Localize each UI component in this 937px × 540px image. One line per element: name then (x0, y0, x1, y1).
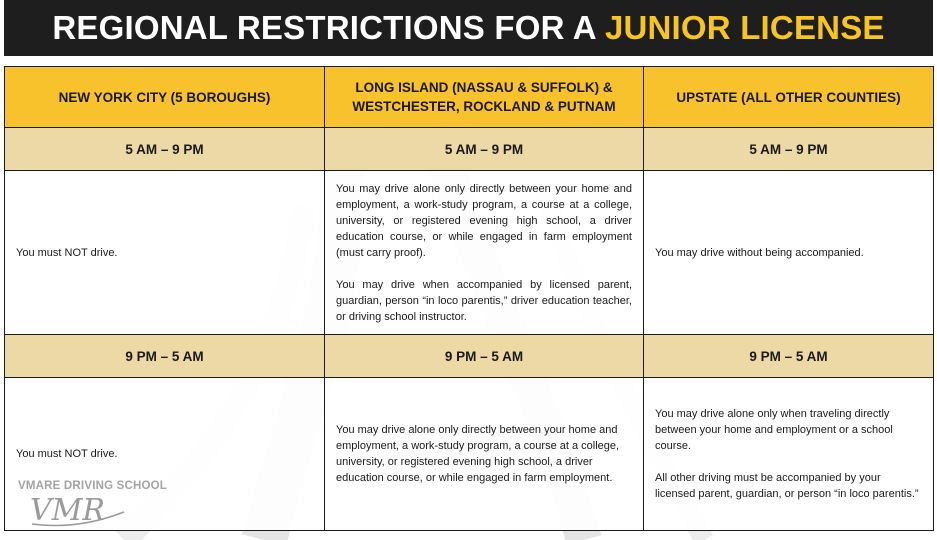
col-header-nyc: NEW YORK CITY (5 BOROUGHS) (5, 67, 325, 128)
logo-mark-text: VMR (30, 494, 105, 528)
night-rule-long-island: You may drive alone only directly between your home and employment, a work-study program, a course at a college, university, or registered evening high school, a driver education course, or while engaged in farm employment. (325, 378, 644, 531)
night-rule-nyc: You must NOT drive. (5, 378, 325, 531)
page-title (52, 9, 884, 47)
title-banner (4, 0, 933, 56)
title-yellow-text: JUNIOR LICENSE (604, 9, 885, 46)
day-rule-nyc: You must NOT drive. (5, 171, 325, 335)
title-white-text: REGIONAL RESTRICTIONS FOR A (52, 9, 596, 46)
night-rule-upstate (644, 378, 934, 531)
day-time-long-island: 5 AM – 9 PM (325, 128, 644, 171)
night-time-upstate: 9 PM – 5 AM (644, 335, 934, 378)
night-rule-upstate-para-2: All other driving must be accompanied by your licensed parent, guardian, or person “in loco parentis.” (655, 472, 919, 500)
school-logo-mark (28, 494, 128, 528)
night-time-long-island: 9 PM – 5 AM (325, 335, 644, 378)
col-header-upstate: UPSTATE (ALL OTHER COUNTIES) (644, 67, 934, 128)
day-time-upstate: 5 AM – 9 PM (644, 128, 934, 171)
day-time-row (5, 128, 934, 171)
col-header-long-island: LONG ISLAND (NASSAU & SUFFOLK) & WESTCHESTER, ROCKLAND & PUTNAM (325, 67, 644, 128)
day-rule-li-para-2: You may drive when accompanied by licensed parent, guardian, person “in loco parentis,” driver education teacher, or driving school instructor. (336, 278, 632, 323)
day-rule-upstate: You may drive without being accompanied. (644, 171, 934, 335)
day-rule-long-island (325, 171, 644, 335)
day-rules-row (5, 171, 934, 335)
day-rule-li-para-1: You may drive alone only directly between your home and employment, a work-study program, a course at a college, university, or registered evening high school, a driver education course, or while engaged in farm employment (must carry proof). (336, 182, 632, 259)
night-rule-upstate-para-1: You may drive alone only when traveling directly between your home and employment or a school course. (655, 408, 893, 452)
restrictions-table (4, 66, 934, 531)
header-row (5, 67, 934, 128)
school-logo-text: VMARE DRIVING SCHOOL (18, 480, 168, 492)
night-time-row (5, 335, 934, 378)
day-time-nyc: 5 AM – 9 PM (5, 128, 325, 171)
night-rules-row (5, 378, 934, 531)
night-time-nyc: 9 PM – 5 AM (5, 335, 325, 378)
